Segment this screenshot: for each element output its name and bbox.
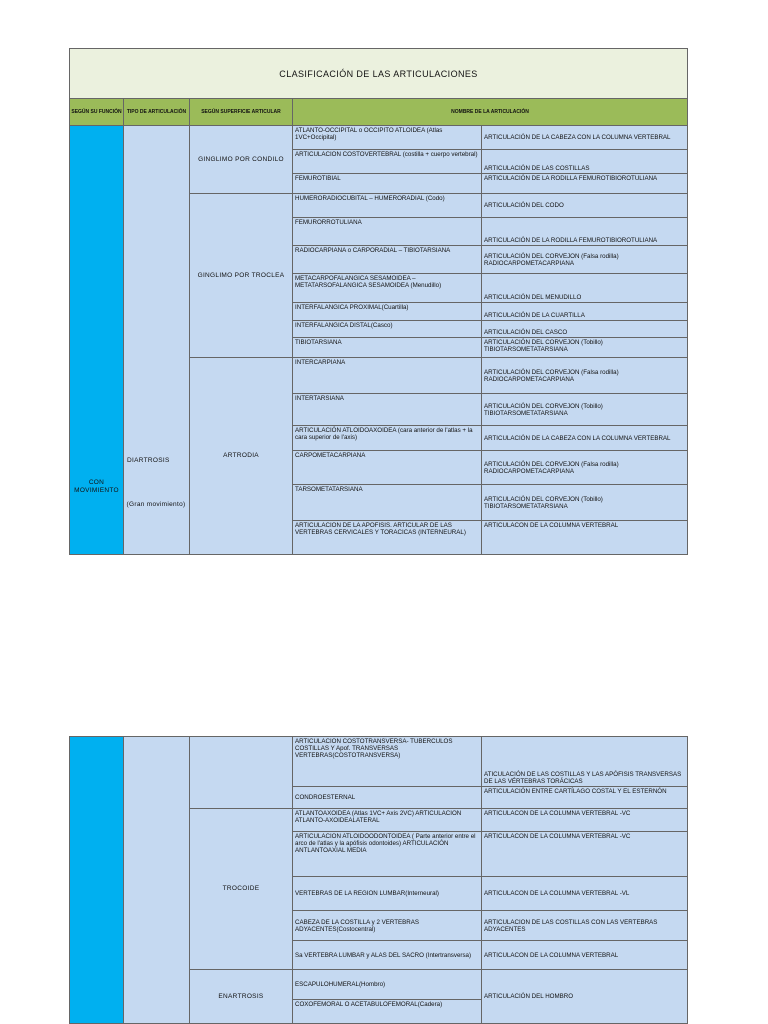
table-row-name: VERTEBRAS DE LA REGION LUMBAR(Interneural) <box>292 876 482 911</box>
funcion-cell-continued <box>69 736 124 1024</box>
table-row-description: ARTICULACON DE LA COLUMNA VERTEBRAL -VL <box>481 876 688 911</box>
table-row-name: TIBIOTARSIANA <box>292 337 482 358</box>
group-artrodia: ARTRODIA <box>189 357 293 555</box>
table-row-name: ARTICULACION DE LA APOFISIS. ARTICULAR DE LAS VERTEBRAS CERVICALES Y TORACICAS (INTERNEURAL) <box>292 520 482 555</box>
group-enartrosis: ENARTROSIS <box>189 969 293 1024</box>
group-continued <box>189 736 293 809</box>
table-row-name: CONDROESTERNAL <box>292 786 482 809</box>
header-funcion: SEGÚN SU FUNCIÓN <box>69 98 124 126</box>
group-ginglimo-troclea: GINGLIMO POR TROCLEA <box>189 193 293 358</box>
table-row-name: ARTICULACIÓN ATLOIDOAXOIDEA (cara anterior de l'atlas + la cara superior de l'axis) <box>292 425 482 451</box>
table-row-name: COXOFEMORAL O ACETABULOFEMORAL(Cadera) <box>292 999 482 1024</box>
funcion-label: CON MOVIMIENTO <box>74 479 119 494</box>
table-row-description: ARTICULACIÓN DEL CORVEJON (Tobillo) TIBIOTARSOMETATARSIANA <box>481 337 688 358</box>
table-row-description: ARTICULACIÓN DEL CORVEJON (Falsa rodilla) RADIOCARPOMETACARPIANA <box>481 357 688 394</box>
table-row-description: ARTICULACIÓN DE LA CABEZA CON LA COLUMNA VERTEBRAL <box>481 125 688 150</box>
table-row-description: ATICULACIÓN DE LAS COSTILLAS Y LAS APÓFISIS TRANSVERSAS DE LAS VÉRTEBRAS TORÁCICAS <box>481 736 688 787</box>
tipo-label: DIARTROSIS <box>127 457 170 464</box>
header-tipo: TIPO DE ARTICULACIÓN <box>123 98 190 126</box>
table-row-description: ARTICULACIÓN DE LA RODILLA FEMUROTIBIOROTULIANA <box>481 217 688 246</box>
group-trocoide: TROCOIDE <box>189 808 293 970</box>
table-row-name: TARSOMETATARSIANA <box>292 484 482 521</box>
table-row-name: INTERCARPIANA <box>292 357 482 394</box>
group-ginglimo-condilo: GINGLIMO POR CONDILO <box>189 125 293 194</box>
table-row-description: ARTICULACIÓN DE LA CABEZA CON LA COLUMNA VERTEBRAL <box>481 425 688 451</box>
table-row-name: INTERTARSIANA <box>292 393 482 426</box>
table-row-name: RADIOCARPIANA o CARPORADIAL – TIBIOTARSIANA <box>292 245 482 274</box>
table-row-name: FEMURORROTULIANA <box>292 217 482 246</box>
table-row-name: CARPOMETACARPIANA <box>292 450 482 485</box>
table-row-name: ARTICULACION COSTOVERTEBRAL (costilla + cuerpo vertebral) <box>292 149 482 174</box>
table-row-description: ARTICULACIÓN DEL HOMBRO <box>481 969 688 1024</box>
table-row-description: ARTICULACIÓN DEL CORVEJON (Tobillo) TIBIOTARSOMETATARSIANA <box>481 393 688 426</box>
header-nombre: NOMBRE DE LA ARTICULACIÓN <box>292 98 688 126</box>
table-row-name: FEMUROTIBIAL <box>292 173 482 194</box>
table-row-description: ARTICULACIÓN DEL CODO <box>481 193 688 218</box>
table-row-name: ATLANTO-OCCIPITAL o OCCIPITO ATLOIDEA (Atlas 1VC+Occipital) <box>292 125 482 150</box>
table-row-description: ARTICULACIÓN DEL CASCO <box>481 320 688 338</box>
table-row-name: INTERFALANGICA PROXIMAL(Cuartilla) <box>292 302 482 321</box>
table-row-name: CABEZA DE LA COSTILLA y 2 VERTEBRAS ADYACENTES(Costocentral) <box>292 910 482 941</box>
table-row-description: ARTICULACIÓN DE LA CUARTILLA <box>481 302 688 321</box>
table-row-name: Sa VERTEBRA LUMBAR y ALAS DEL SACRO (Intertransversa) <box>292 940 482 970</box>
table-row-name: ARTICULACION ATLOIDOODONTOIDEA ( Parte anterior entre el arco de l'atlas y la apófisis odontoides) ARTICULACIÓN ANTLANTOAXIAL MEDIA <box>292 831 482 877</box>
table-row-name: ATLANTOAXOIDEA (Atlas 1VC+ Axis 2VC) ARTICULACION ATLANTO-AXOIDEALATERAL <box>292 808 482 832</box>
table-row-description: ARTICULACIÓN DEL CORVEJON (Falsa rodilla) RADIOCARPOMETACARPIANA <box>481 450 688 485</box>
table-row-name: ESCAPULOHUMERAL(Hombro) <box>292 969 482 1000</box>
table-row-description: ARTICULACIÓN DEL MENUDILLO <box>481 273 688 303</box>
table-row-description: ARTICULACON DE LA COLUMNA VERTEBRAL <box>481 940 688 970</box>
table-row-description: ARTICULACIÓN DEL CORVEJON (Falsa rodilla) RADIOCARPOMETACARPIANA <box>481 245 688 274</box>
table-row-description: ARTICULACON DE LA COLUMNA VERTEBRAL -VC <box>481 808 688 832</box>
table-row-description: ARTICULACIÓN DEL CORVEJON (Tobillo) TIBIOTARSOMETATARSIANA <box>481 484 688 521</box>
table-title: CLASIFICACIÓN DE LAS ARTICULACIONES <box>69 48 688 99</box>
tipo-note: (Gran movimiento) <box>126 501 186 508</box>
table-row-description: ARTICULACIÓN ENTRE CARTÍLAGO COSTAL Y EL ESTERNÓN <box>481 786 688 809</box>
table-row-name: HUMERORADIOCUBITAL – HUMERORADIAL (Codo) <box>292 193 482 218</box>
table-row-description: ARTICULACON DE LA COLUMNA VERTEBRAL -VC <box>481 831 688 877</box>
table-row-description: ARTICULACION DE LAS COSTILLAS CON LAS VERTEBRAS ADYACENTES <box>481 910 688 941</box>
tipo-cell-continued <box>123 736 190 1024</box>
table-row-description: ARTICULACON DE LA COLUMNA VERTEBRAL <box>481 520 688 555</box>
tipo-cell <box>123 125 190 555</box>
table-row-name: METACARPOFALANGICA SESAMOIDEA – METATARSOFALANGICA SESAMOIDEA (Menudillo) <box>292 273 482 303</box>
table-row-name: ARTICULACION COSTOTRANSVERSA- TUBERCULOS COSTILLAS Y Apof. TRANSVERSAS VERTEBRAS(COSTOTRANSVERSA) <box>292 736 482 787</box>
table-row-name: INTERFALANGICA DISTAL(Casco) <box>292 320 482 338</box>
table-row-description: ARTICULACIÓN DE LAS COSTILLAS <box>481 149 688 174</box>
header-superficie: SEGÚN SUPERFICIE ARTICULAR <box>189 98 293 126</box>
table-row-description: ARTICULACIÓN DE LA RODILLA FEMUROTIBIOROTULIANA <box>481 173 688 194</box>
